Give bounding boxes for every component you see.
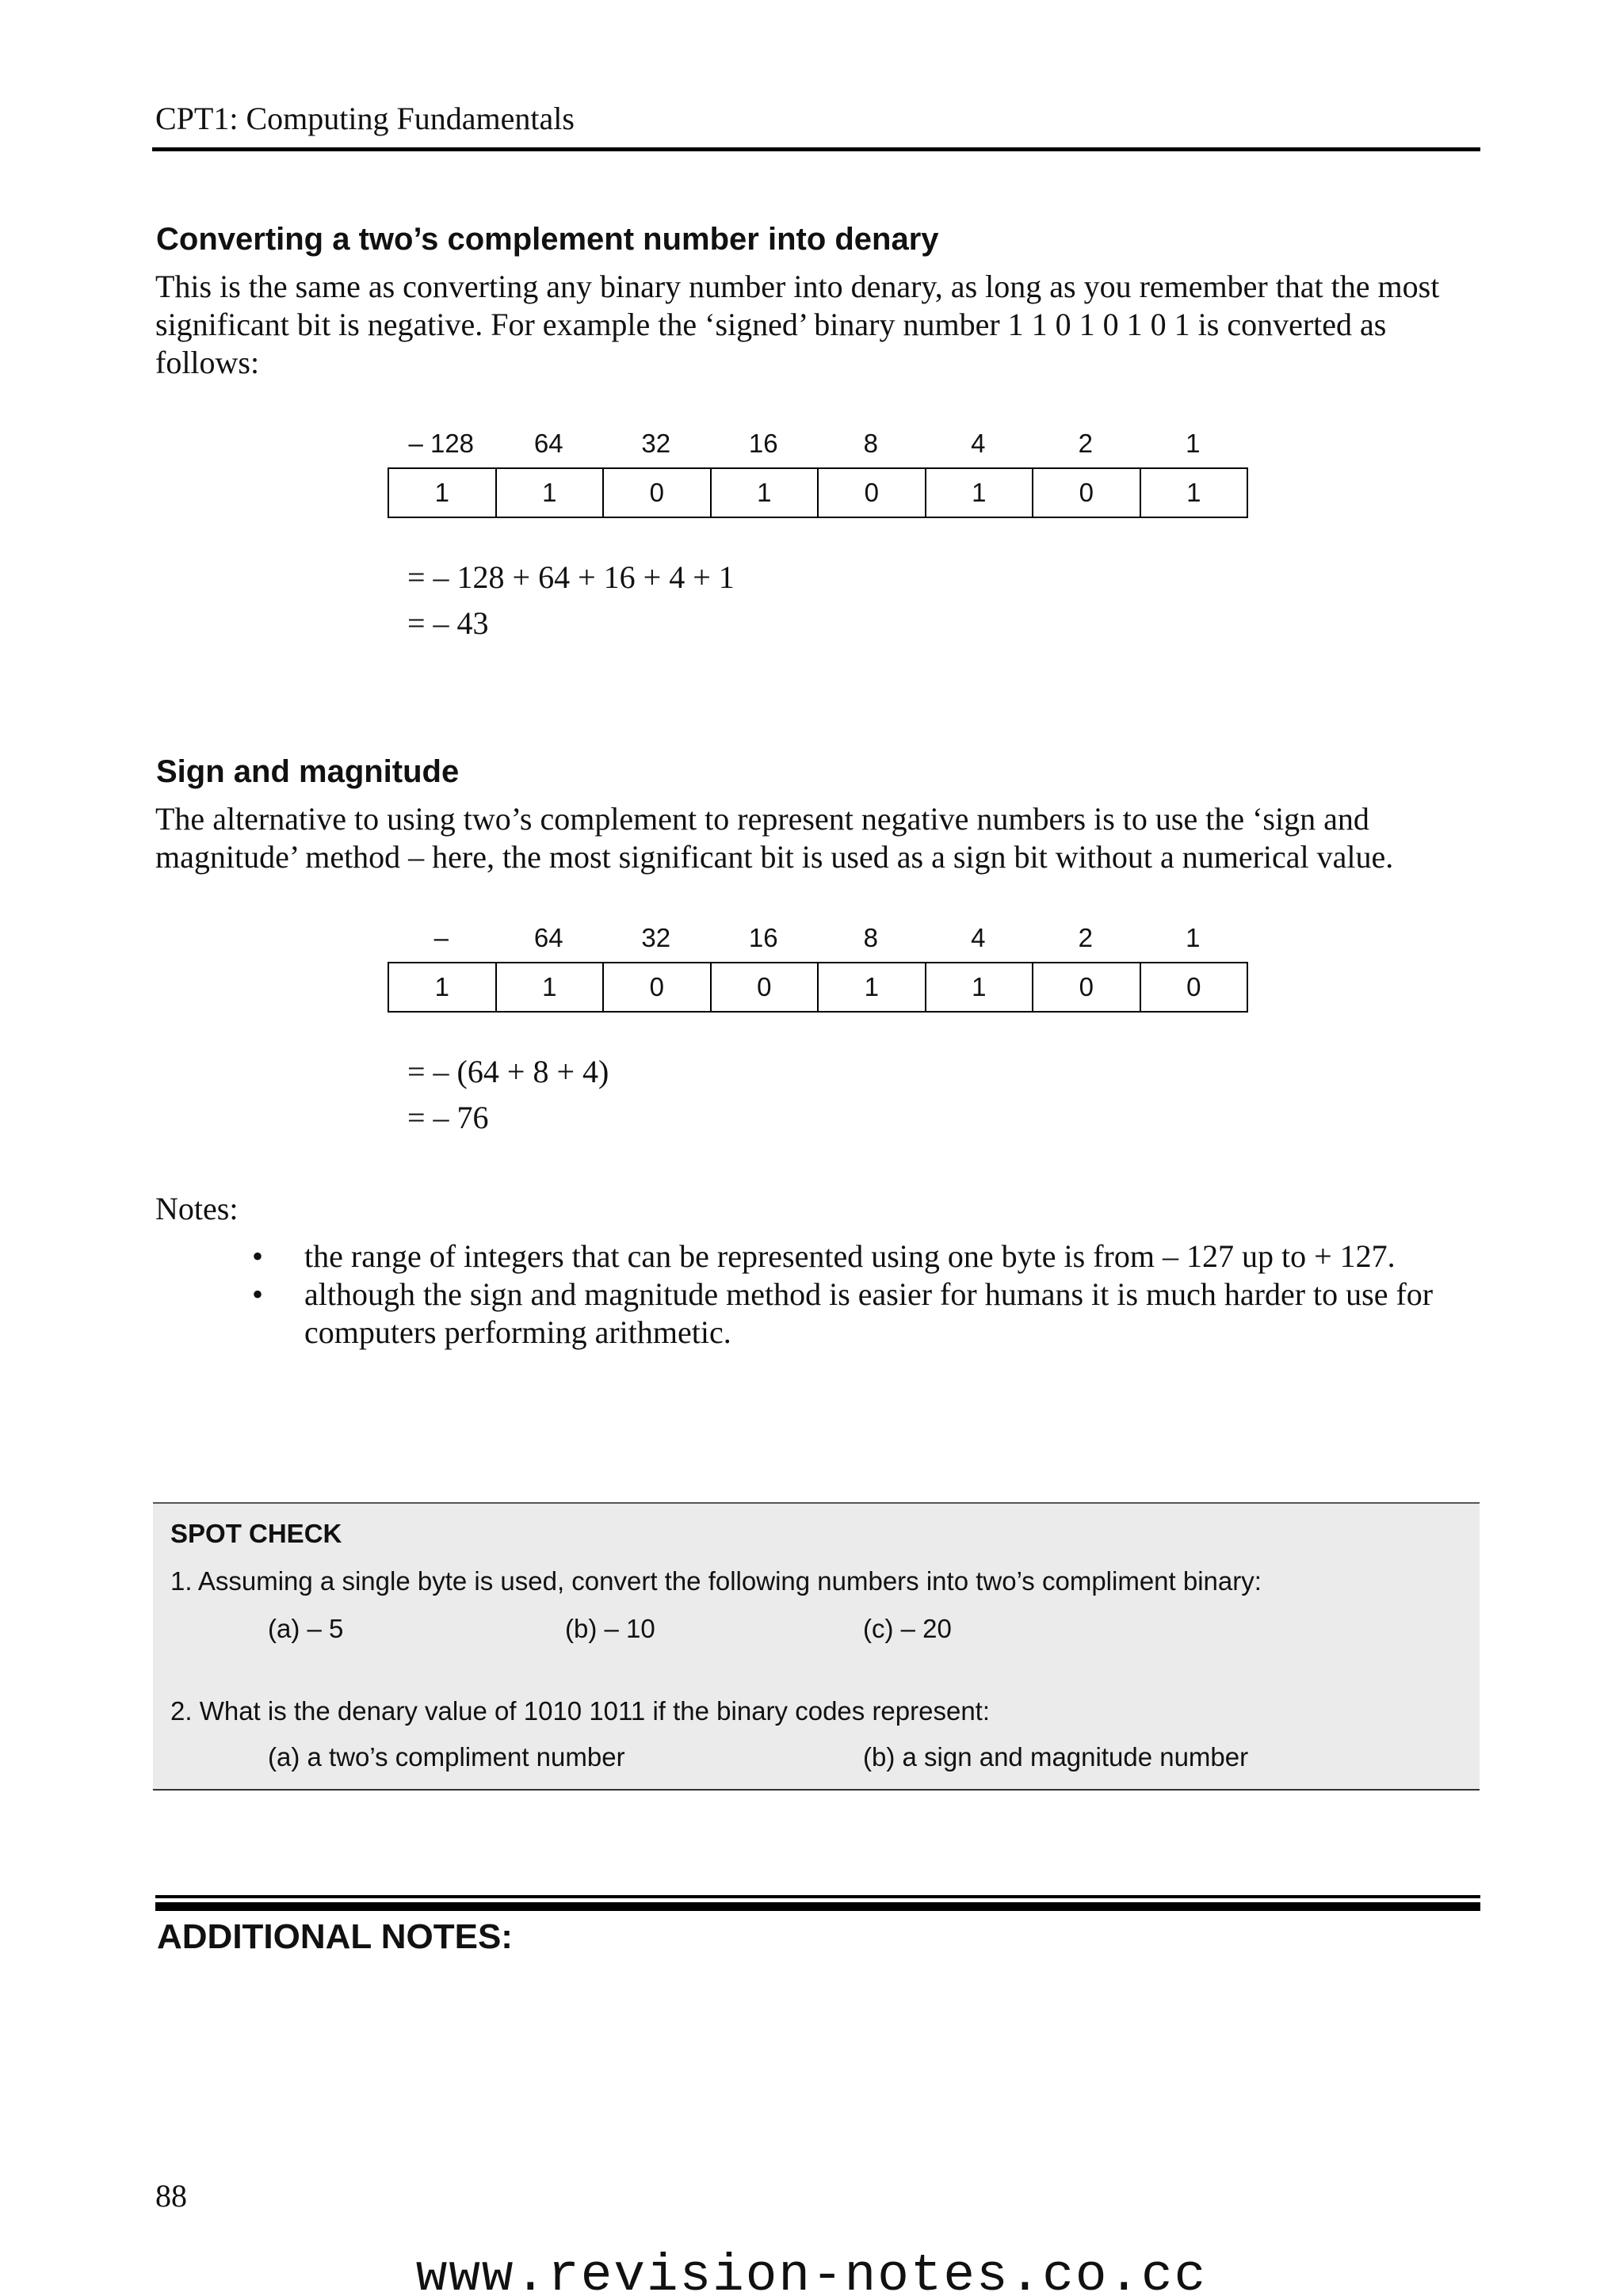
bit-cell: 0 bbox=[711, 963, 819, 1012]
bit-weight: 8 bbox=[863, 923, 878, 952]
question-2-option-b: (b) a sign and magnitude number bbox=[863, 1742, 1249, 1772]
bit-weight: 16 bbox=[748, 923, 778, 952]
bit-weight: 64 bbox=[533, 923, 563, 952]
calc-line: = – 128 + 64 + 16 + 4 + 1 bbox=[407, 559, 735, 595]
binary-table-twos-complement bbox=[388, 467, 1248, 518]
bit-weight: 1 bbox=[1186, 923, 1201, 952]
calc-result: = – 43 bbox=[407, 605, 489, 641]
bit-weight: 4 bbox=[971, 429, 986, 458]
header-rule bbox=[152, 147, 1480, 151]
bit-weight: 64 bbox=[533, 429, 563, 458]
page-number: 88 bbox=[155, 2178, 187, 2214]
bit-weight: – 128 bbox=[408, 429, 475, 458]
bit-weight-labels bbox=[388, 428, 1247, 460]
bit-cell: 1 bbox=[496, 963, 604, 1012]
question-1-option-c: (c) – 20 bbox=[863, 1614, 952, 1643]
table-row bbox=[388, 963, 1247, 1012]
spot-check-title: SPOT CHECK bbox=[170, 1519, 342, 1548]
additional-notes-heading: ADDITIONAL NOTES: bbox=[157, 1917, 513, 1956]
calculation-sign-magnitude bbox=[407, 1049, 609, 1141]
bit-cell: 1 bbox=[926, 468, 1033, 517]
bit-weight: 32 bbox=[641, 429, 671, 458]
notes-label: Notes: bbox=[155, 1191, 239, 1226]
additional-notes-rule-thick bbox=[155, 1902, 1480, 1911]
calc-result: = – 76 bbox=[407, 1100, 489, 1135]
bullet-icon: • bbox=[252, 1276, 264, 1312]
running-header: CPT1: Computing Fundamentals bbox=[155, 101, 575, 136]
question-1-option-b: (b) – 10 bbox=[565, 1614, 655, 1643]
bullet-icon: • bbox=[252, 1238, 264, 1274]
bit-weight: 2 bbox=[1078, 429, 1093, 458]
bit-cell: 0 bbox=[603, 468, 711, 517]
spot-check-question-1: 1. Assuming a single byte is used, convert the following numbers into two’s compliment binary: bbox=[170, 1566, 1262, 1596]
question-1-option-a: (a) – 5 bbox=[268, 1614, 344, 1643]
bit-weight: 1 bbox=[1186, 429, 1201, 458]
footer-url: www.revision-notes.co.cc bbox=[415, 2246, 1208, 2296]
note-text: although the sign and magnitude method is easier for humans it is much harder to use for computers performing arithmetic. bbox=[304, 1276, 1434, 1350]
bit-cell: 0 bbox=[818, 468, 926, 517]
bit-weight-labels bbox=[388, 922, 1247, 954]
binary-table-sign-magnitude bbox=[388, 962, 1248, 1013]
list-item bbox=[252, 1238, 1488, 1276]
bit-weight: 32 bbox=[641, 923, 671, 952]
bit-cell: 0 bbox=[1033, 468, 1140, 517]
bit-cell: 1 bbox=[388, 963, 496, 1012]
bit-cell: 0 bbox=[1033, 963, 1140, 1012]
additional-notes-rule-thin bbox=[155, 1895, 1480, 1898]
spot-check-question-2: 2. What is the denary value of 1010 1011 if the binary codes represent: bbox=[170, 1696, 991, 1726]
bit-cell: 1 bbox=[388, 468, 496, 517]
calc-line: = – (64 + 8 + 4) bbox=[407, 1054, 609, 1089]
bit-cell: 0 bbox=[1140, 963, 1248, 1012]
bit-weight: 2 bbox=[1078, 923, 1093, 952]
bit-cell: 1 bbox=[926, 963, 1033, 1012]
bit-weight: 16 bbox=[748, 429, 778, 458]
table-row bbox=[388, 468, 1247, 517]
bit-weight: 4 bbox=[971, 923, 986, 952]
bit-cell: 1 bbox=[711, 468, 819, 517]
section-heading-sign-magnitude: Sign and magnitude bbox=[156, 754, 460, 789]
section-heading-twos-complement: Converting a two’s complement number into denary bbox=[156, 222, 939, 257]
bit-weight: 8 bbox=[863, 429, 878, 458]
spot-check-box bbox=[153, 1502, 1480, 1791]
calculation-twos-complement bbox=[407, 555, 735, 646]
bit-weight: – bbox=[433, 923, 449, 952]
note-text: the range of integers that can be represented using one byte is from – 127 up to + 127. bbox=[304, 1238, 1396, 1274]
question-2-option-a: (a) a two’s compliment number bbox=[268, 1742, 625, 1772]
bit-cell: 1 bbox=[496, 468, 604, 517]
bit-cell: 0 bbox=[603, 963, 711, 1012]
list-item bbox=[252, 1276, 1488, 1352]
bit-cell: 1 bbox=[1140, 468, 1248, 517]
section-paragraph-twos-complement: This is the same as converting any binary number into denary, as long as you remember that the most significant bit is negative. For example the ‘signed’ binary number 1 1 0 1 0 1 0 1 is converted as follows: bbox=[155, 269, 1440, 380]
notes-list bbox=[252, 1238, 1488, 1352]
bit-cell: 1 bbox=[818, 963, 926, 1012]
section-paragraph-sign-magnitude: The alternative to using two’s complement to represent negative numbers is to use the ‘sign and magnitude’ method – here, the most significant bit is used as a sign bit without a numerical value. bbox=[155, 801, 1394, 875]
